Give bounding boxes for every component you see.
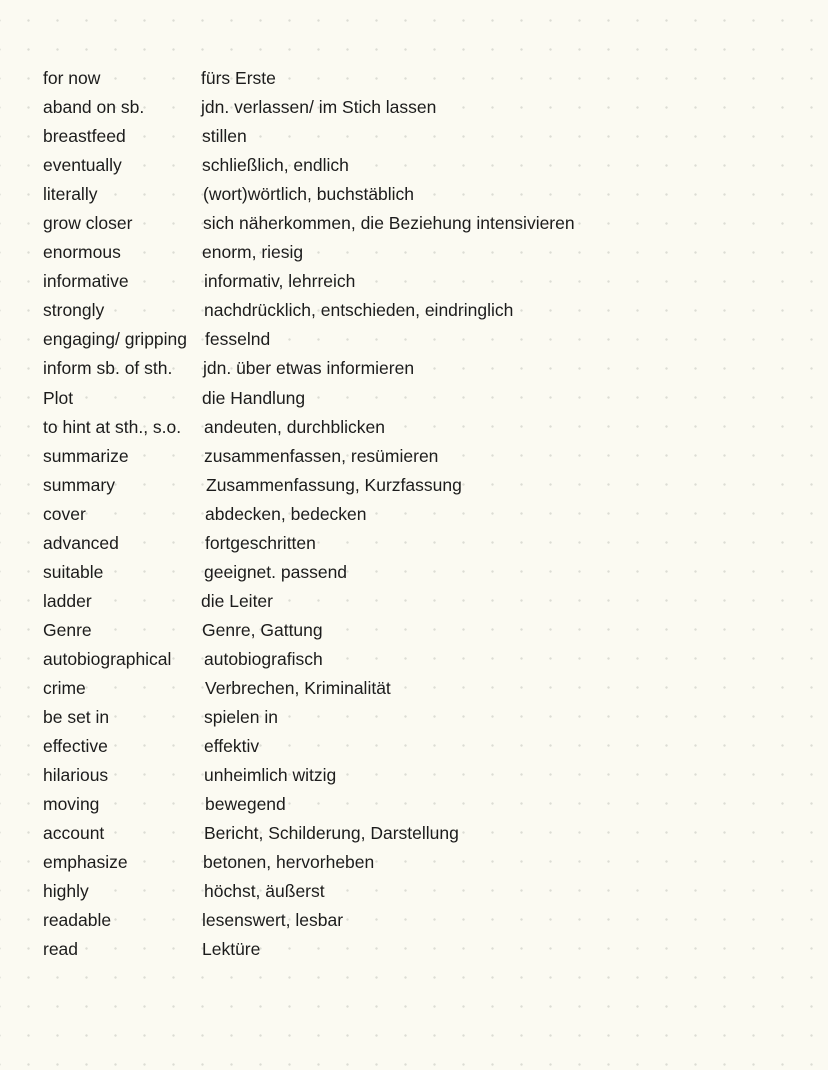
vocab-row [0, 645, 828, 674]
english-term: crime [43, 677, 86, 698]
german-translation: höchst, äußerst [204, 881, 325, 902]
german-translation: stillen [202, 126, 247, 147]
german-translation: fürs Erste [201, 68, 276, 88]
german-translation: sich näherkommen, die Beziehung intensivieren [203, 213, 575, 234]
vocab-row [0, 877, 828, 906]
english-term: Plot [43, 387, 74, 408]
vocab-row [0, 238, 828, 267]
vocab-row [0, 384, 828, 413]
english-term: effective [43, 736, 108, 757]
english-term: emphasize [43, 852, 128, 873]
german-translation: jdn. verlassen/ im Stich lassen [201, 97, 437, 118]
german-translation: Verbrechen, Kriminalität [205, 677, 391, 698]
vocab-row [0, 500, 828, 529]
german-translation: informativ, lehrreich [204, 271, 356, 292]
english-term: cover [43, 503, 86, 524]
english-term: hilarious [43, 765, 109, 786]
vocab-row [0, 93, 828, 122]
german-translation: die Leiter [201, 590, 273, 611]
english-term: engaging/ gripping [43, 329, 188, 350]
english-term: summary [43, 474, 115, 495]
english-term: informative [43, 271, 129, 292]
vocab-row [0, 790, 828, 819]
vocab-row [0, 703, 828, 732]
german-translation: Lektüre [202, 939, 261, 960]
german-translation: betonen, hervorheben [203, 852, 375, 873]
german-translation: abdecken, bedecken [205, 503, 367, 524]
german-translation: fesselnd [205, 329, 271, 350]
german-translation: unheimlich witzig [204, 765, 337, 786]
english-term: advanced [43, 532, 119, 553]
english-term: inform sb. of sth. [43, 358, 173, 379]
german-translation: andeuten, durchblicken [204, 416, 385, 437]
german-translation: lesenswert, lesbar [202, 910, 344, 931]
english-term: strongly [43, 300, 105, 321]
english-term: summarize [43, 445, 129, 466]
vocab-row [0, 296, 828, 325]
english-term: be set in [43, 707, 110, 728]
german-translation: enorm, riesig [202, 242, 304, 263]
german-translation: die Handlung [202, 387, 306, 408]
german-translation: zusammenfassen, resümieren [204, 445, 439, 466]
vocab-row [0, 906, 828, 935]
english-term: account [43, 823, 105, 844]
english-term: highly [43, 881, 89, 902]
english-term: suitable [43, 561, 104, 582]
german-translation: Zusammenfassung, Kurzfassung [206, 474, 462, 495]
vocab-row [0, 935, 828, 964]
vocab-row [0, 325, 828, 354]
vocab-row [0, 180, 828, 209]
german-translation: (wort)wörtlich, buchstäblich [203, 184, 415, 205]
english-term: readable [43, 910, 112, 931]
vocab-row [0, 413, 828, 442]
german-translation: Bericht, Schilderung, Darstellung [204, 823, 459, 844]
vocab-row [0, 732, 828, 761]
vocab-row [0, 64, 828, 93]
vocab-row [0, 529, 828, 558]
german-translation: geeignet. passend [204, 561, 348, 582]
vocab-row [0, 848, 828, 877]
german-translation: nachdrücklich, entschieden, eindringlich [204, 300, 514, 321]
english-term: for now [43, 68, 101, 88]
english-term: literally [43, 184, 98, 205]
english-term: autobiographical [43, 648, 172, 669]
vocab-row [0, 819, 828, 848]
vocab-row [0, 267, 828, 296]
vocab-row [0, 674, 828, 703]
english-term: enormous [43, 242, 121, 263]
english-term: moving [43, 794, 100, 815]
german-translation: spielen in [204, 707, 278, 728]
vocab-row [0, 761, 828, 790]
english-term: aband on sb. [43, 97, 145, 118]
vocab-row [0, 354, 828, 383]
german-translation: bewegend [205, 794, 286, 815]
vocab-row [0, 209, 828, 238]
vocab-row [0, 616, 828, 645]
german-translation: schließlich, endlich [202, 155, 349, 176]
german-translation: fortgeschritten [205, 532, 316, 553]
german-translation: Genre, Gattung [202, 619, 323, 640]
english-term: ladder [43, 590, 92, 611]
vocab-row [0, 151, 828, 180]
english-term: eventually [43, 155, 122, 176]
vocab-row [0, 442, 828, 471]
german-translation: jdn. über etwas informieren [203, 358, 415, 379]
english-term: to hint at sth., s.o. [43, 416, 182, 437]
vocab-row [0, 122, 828, 151]
vocab-row [0, 558, 828, 587]
english-term: grow closer [43, 213, 133, 234]
vocab-row [0, 471, 828, 500]
english-term: breastfeed [43, 126, 126, 147]
german-translation: effektiv [204, 736, 260, 757]
vocab-row [0, 587, 828, 616]
german-translation: autobiografisch [204, 648, 323, 669]
english-term: read [43, 939, 79, 960]
english-term: Genre [43, 619, 92, 640]
vocabulary-list [0, 64, 828, 964]
